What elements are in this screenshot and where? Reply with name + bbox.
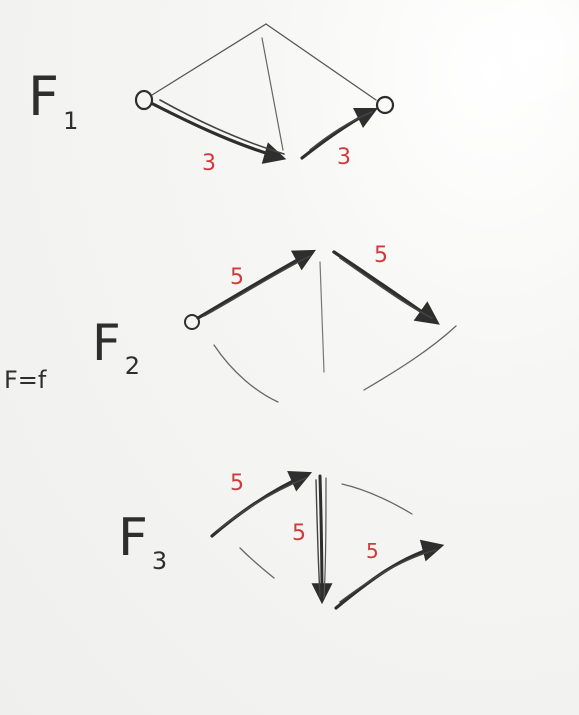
graph3-flow-label-right: 5 [366,539,379,563]
graph3-edge-upper-right [342,484,412,514]
graph1-sink-node [377,97,393,113]
graph1-label-sub: 1 [63,107,79,135]
graph1 [136,24,393,158]
graph1-flow-label-left: 3 [202,151,216,176]
graph3 [212,474,440,608]
graph1-edge-middle [262,38,283,150]
graph1-flow-edge-left [153,104,282,158]
graph3-label-sub: 3 [151,547,168,575]
graph2 [185,252,456,402]
graph1-source-node [136,91,152,109]
flow-labels [202,145,388,563]
graph3-label-main: F [118,508,148,568]
graph1-flow-label-right: 3 [337,145,351,170]
graph3-flow-edge-right [336,546,440,608]
graph3-edge-lower-left [240,548,274,578]
graph1-flow-edge-left-stroke2 [160,100,284,154]
side-note: F=f [4,366,47,394]
graph2-edge-lower-right [364,326,456,390]
graph3-flow-edge-middle-stroke3 [324,478,326,598]
graph2-label-sub: 2 [124,352,141,380]
graph2-flow-edge-left-stroke2 [204,256,310,316]
graph1-edge-top-left [152,24,266,95]
graph2-label-main: F [92,314,121,372]
graph2-flow-edge-left [198,252,312,318]
graph2-flow-label-left: 5 [230,265,244,290]
graph1-label-main: F [28,65,60,128]
graph3-flow-label-left: 5 [230,471,244,496]
graph2-edge-lower-left [214,345,278,402]
graph2-flow-label-right: 5 [374,243,388,268]
graph3-flow-label-middle: 5 [292,521,306,546]
graph3-flow-edge-middle [320,476,322,600]
graph1-edge-top-right [266,24,376,100]
graph2-edge-middle [320,262,324,372]
